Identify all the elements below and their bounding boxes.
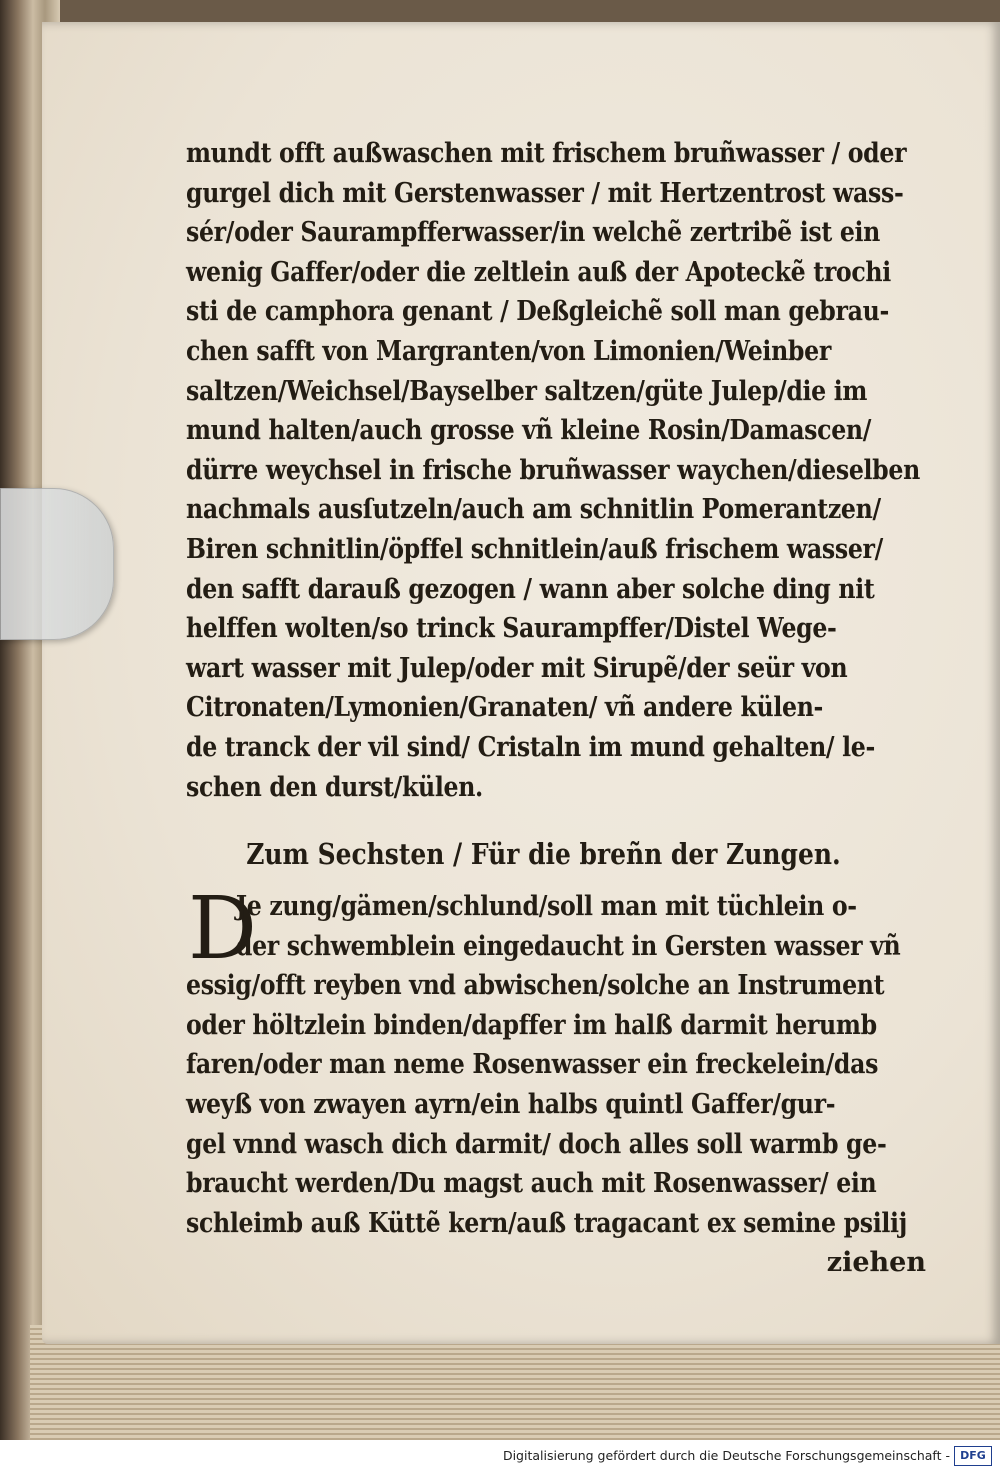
footer-bar [0, 1440, 1000, 1471]
text-line: wart wasser mit Julep/oder mit Sirupẽ/der seür von [186, 651, 848, 684]
text-line: braucht werden/Du magst auch mit Rosenwasser/ ein [186, 1167, 877, 1200]
text-line: gel vnnd wasch dich darmit/ doch alles soll warmb ge- [186, 1127, 887, 1160]
text-line: sér/oder Saurampfferwasser/in welchẽ zertribẽ ist ein [186, 216, 881, 249]
text-line: oder höltzlein binden/dapffer im halß darmit herumb [186, 1008, 877, 1041]
paragraph-1 [186, 134, 938, 807]
text-line: chen safft von Margranten/von Limonien/Weinber [186, 334, 831, 367]
text-line: saltzen/Weichsel/Bayselber saltzen/güte Julep/die im [186, 374, 868, 407]
text-line: faren/oder man neme Rosenwasser ein freckelein/das [186, 1048, 879, 1081]
text-line: helffen wolten/so trinck Saurampffer/Distel Wege- [186, 612, 837, 645]
text-line: Biren schnitlin/öpffel schnitlein/auß frischem wasser/ [186, 532, 883, 565]
drop-initial: D [188, 879, 257, 980]
text-line: Je zung/gämen/schlund/soll man mit tüchlein o- [235, 890, 857, 923]
catchword: ziehen [826, 1247, 926, 1279]
text-line: weyß von zwayen ayrn/ein halbs quintl Gaffer/gur- [186, 1088, 836, 1121]
text-line: mund halten/auch grosse vñ kleine Rosin/Damascen/ [186, 414, 872, 447]
text-line: schen den durst/külen. [186, 770, 483, 803]
text-line: de tranck der vil sind/ Cristaln im mund gehalten/ le- [186, 730, 875, 763]
funding-credit: Digitalisierung gefördert durch die Deutsche Forschungsgemeinschaft - [502, 1448, 950, 1463]
text-line: sti de camphora genant / Deßgleichẽ soll man gebrau- [186, 295, 889, 328]
text-line: gurgel dich mit Gerstenwasser / mit Hertzentrost wass- [186, 176, 904, 209]
text-line: mundt offt außwaschen mit frischem bruñwasser / oder [186, 137, 907, 169]
page-clip [0, 488, 114, 640]
text-line: essig/offt reyben vnd abwischen/solche an Instrument [186, 969, 885, 1002]
text-line: dürre weychsel in frische bruñwasser waychen/dieselben [186, 453, 920, 486]
text-line: der schwemblein eingedaucht in Gersten wasser vñ [235, 929, 901, 962]
text-line: nachmals ausſutzeln/auch am schnitlin Pomerantzen/ [186, 493, 881, 526]
page-text [186, 134, 938, 1283]
text-line: wenig Gaffer/oder die zeltlein auß der Apoteckẽ trochi [186, 255, 891, 288]
paragraph-2 [186, 879, 938, 1243]
section-heading: Zum Sechsten / Für die breñn der Zungen. [246, 837, 841, 872]
dfg-logo: DFG [954, 1446, 992, 1466]
text-line: Citronaten/Lymonien/Granaten/ vñ andere külen- [186, 691, 824, 724]
text-line: den safft darauß gezogen / wann aber solche ding nit [186, 572, 875, 605]
text-line: schleimb auß Küttẽ kern/auß tragacant ex semine psilij [186, 1206, 907, 1239]
